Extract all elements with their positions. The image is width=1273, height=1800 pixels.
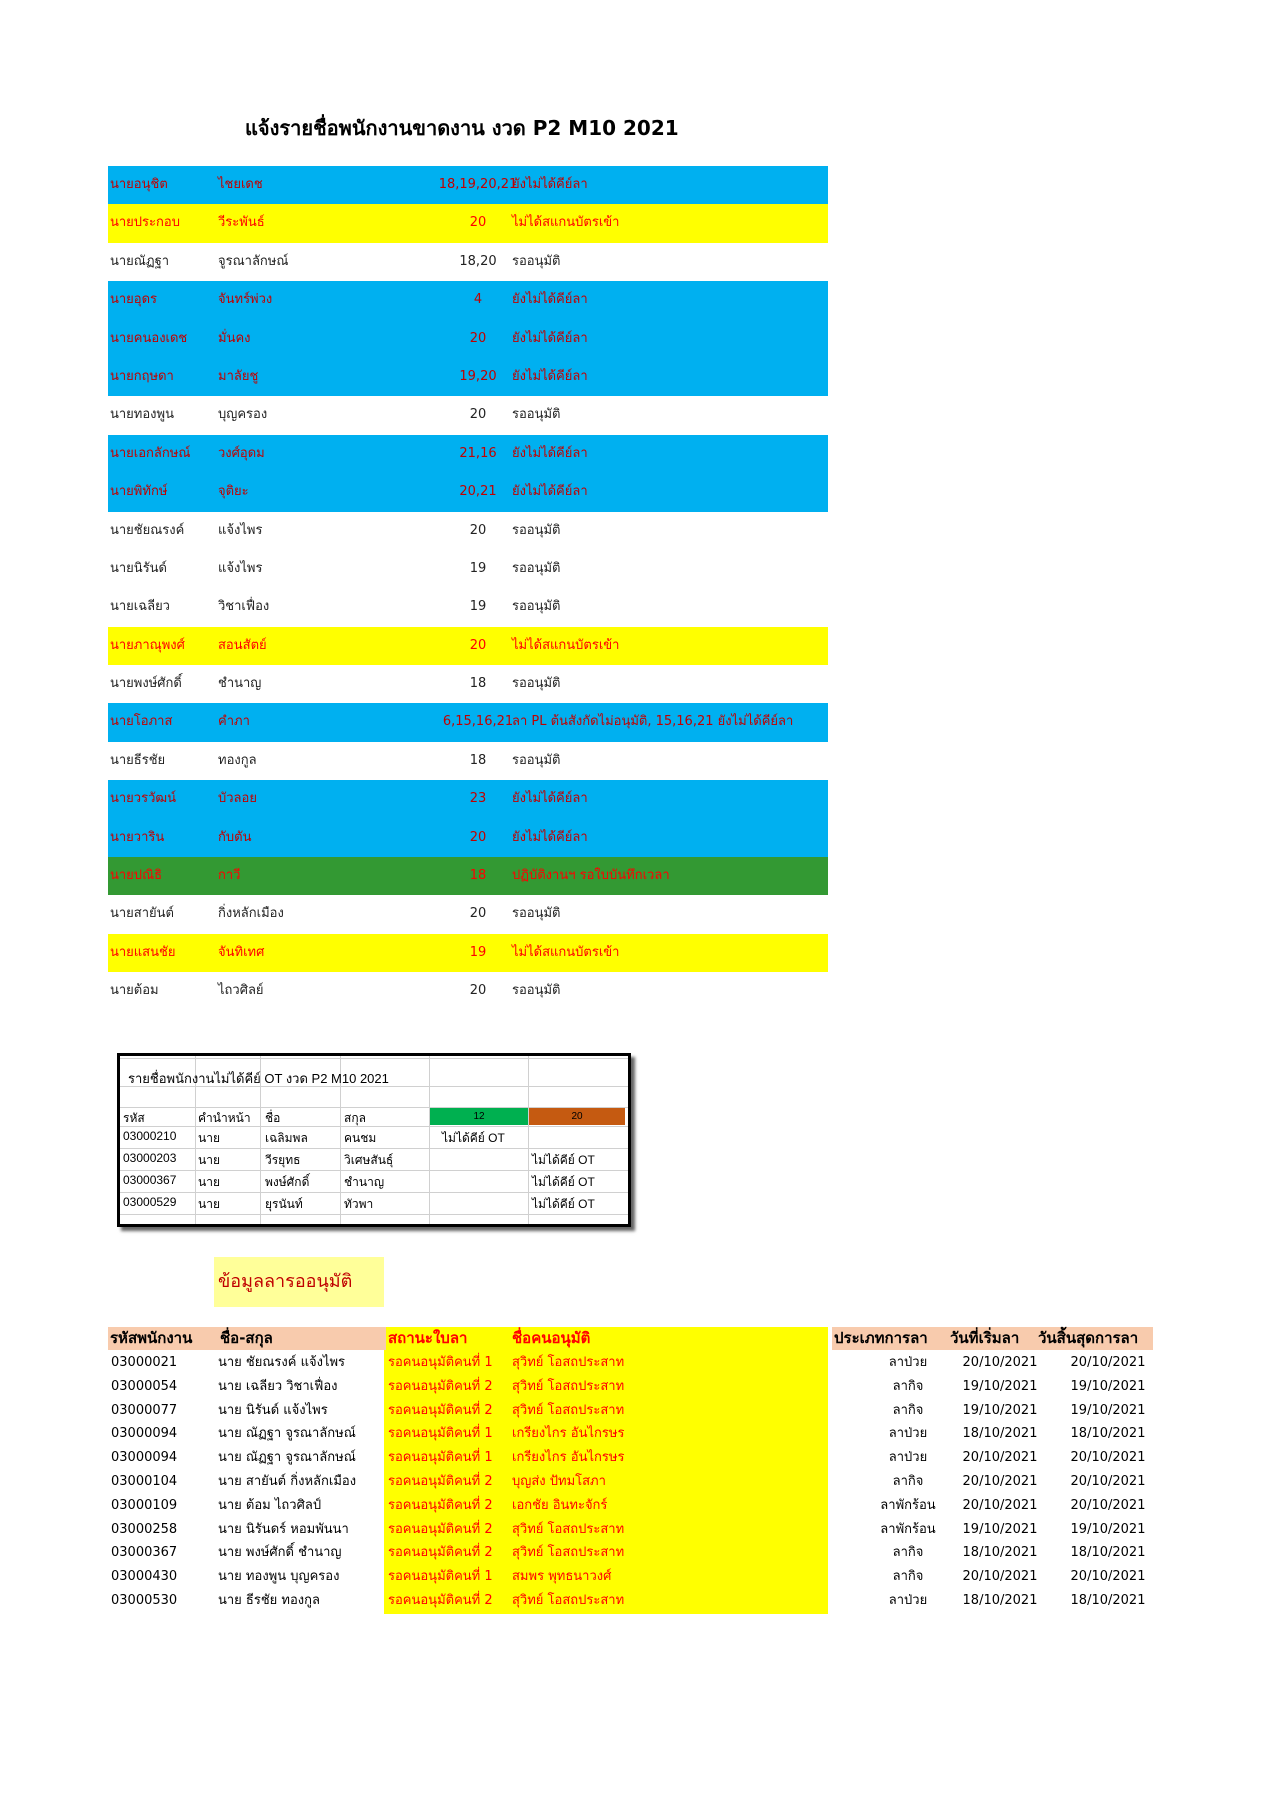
absence-row: [108, 819, 828, 857]
employee-prefix-name: นายปณิธิ: [110, 868, 163, 884]
employee-id: 03000021: [111, 1355, 178, 1370]
ot-cell-last: ชำนาญ: [344, 1175, 385, 1189]
employee-name: นาย ทองพูน บุญครอง: [218, 1569, 340, 1585]
employee-prefix-name: นายอุดร: [110, 292, 158, 308]
leave-type: ลากิจ: [892, 1402, 924, 1418]
employee-last-name: แจ้งไพร: [218, 522, 263, 538]
approval-row: [108, 1351, 1151, 1375]
employee-prefix-name: นายแสนชัย: [110, 944, 176, 960]
absence-row: [108, 435, 828, 473]
employee-last-name: วิชาเฟื่อง: [218, 599, 270, 615]
ot-cell-first: เฉลิมพล: [265, 1131, 308, 1145]
leave-start-date: 18/10/2021: [962, 1426, 1038, 1442]
absence-dates: 19: [469, 944, 487, 960]
ot-cell-c20: ไม่ได้คีย์ OT: [532, 1175, 595, 1189]
employee-prefix-name: นายโอภาส: [110, 714, 173, 730]
absence-row: [108, 166, 828, 204]
leave-type: ลาป่วย: [888, 1355, 928, 1370]
leave-status: รอคนอนุมัติคนที่ 2: [388, 1593, 493, 1608]
employee-last-name: วงศ์อุดม: [218, 445, 265, 461]
ot-header-12: 12: [430, 1108, 528, 1125]
employee-prefix-name: นายวาริน: [110, 829, 165, 845]
absence-dates: 18: [469, 868, 487, 884]
header-leave-type: ประเภทการลา: [832, 1327, 1153, 1350]
header-fullname: ชื่อ-สกุล: [220, 1329, 273, 1347]
absence-row: [108, 934, 828, 972]
absence-row: [108, 972, 828, 1010]
employee-last-name: มั่นคง: [218, 330, 251, 346]
ot-title: รายชื่อพนักงานไม่ได้คีย์ OT งวด P2 M10 2021: [128, 1071, 389, 1086]
absence-dates: 18: [469, 752, 487, 768]
absence-row: [108, 204, 828, 242]
ot-header-prefix: คำนำหน้า: [198, 1111, 251, 1125]
employee-prefix-name: นายคนองเดช: [110, 330, 188, 346]
header-employee-id: รหัสพนักงาน: [108, 1327, 386, 1350]
employee-id: 03000367: [111, 1545, 178, 1561]
ot-cell-id: 03000210: [123, 1129, 177, 1143]
absence-dates: 23: [469, 791, 487, 807]
leave-type: ลาป่วย: [888, 1450, 928, 1466]
employee-prefix-name: นายต้อม: [110, 983, 159, 999]
leave-end-date: 20/10/2021: [1070, 1355, 1146, 1370]
employee-name: นาย ต้อม ไถวศิลป์: [218, 1497, 322, 1513]
employee-prefix-name: นายอนุชิต: [110, 177, 168, 192]
employee-name: นาย นิรันดร์ หอมพันนา: [218, 1521, 349, 1537]
absence-row: [108, 665, 828, 703]
employee-last-name: จุติยะ: [218, 484, 249, 500]
employee-prefix-name: นายชัยณรงค์: [110, 522, 185, 538]
approver-name: สุวิทย์ โอสถประสาท: [512, 1545, 625, 1561]
ot-cell-prefix: นาย: [198, 1197, 220, 1211]
approver-name: สุวิทย์ โอสถประสาท: [512, 1355, 625, 1370]
approver-name: สุวิทย์ โอสถประสาท: [512, 1521, 625, 1537]
employee-last-name: จันทร์พ่วง: [218, 292, 273, 308]
leave-start-date: 20/10/2021: [962, 1569, 1038, 1585]
approver-name: บุญส่ง ปัทมโสภา: [512, 1474, 606, 1489]
absence-dates: 20: [469, 215, 487, 231]
employee-last-name: ไถวศิลย์: [218, 983, 264, 999]
employee-prefix-name: นายกฤษดา: [110, 368, 174, 384]
employee-id: 03000054: [111, 1378, 178, 1394]
leave-end-date: 20/10/2021: [1070, 1497, 1146, 1513]
absence-dates: 20: [469, 522, 487, 538]
absence-row: [108, 627, 828, 665]
employee-name: นาย ณัฏฐา จูรณาลักษณ์: [218, 1450, 356, 1466]
absence-status: ไม่ได้สแกนบัตรเข้า: [512, 215, 620, 231]
absence-status: รออนุมัติ: [512, 599, 561, 615]
ot-cell-last: คนชม: [344, 1131, 377, 1145]
employee-last-name: วีระพันธ์: [218, 215, 265, 231]
absence-status: ยังไม่ได้คีย์ลา: [512, 484, 588, 500]
leave-start-date: 20/10/2021: [962, 1474, 1038, 1489]
leave-end-date: 19/10/2021: [1070, 1521, 1146, 1537]
absence-dates: 20: [469, 983, 487, 999]
absence-dates: 18: [469, 676, 487, 692]
approval-row: [108, 1589, 1151, 1613]
leave-start-date: 19/10/2021: [962, 1521, 1038, 1537]
leave-type: ลากิจ: [892, 1569, 924, 1585]
absence-row: [108, 243, 828, 281]
employee-last-name: มาลัยชู: [218, 368, 259, 384]
employee-id: 03000258: [111, 1521, 178, 1537]
absence-status: รออนุมัติ: [512, 983, 561, 999]
absence-status: รออนุมัติ: [512, 752, 561, 768]
absence-dates: 20: [469, 637, 487, 653]
absence-status: ไม่ได้สแกนบัตรเข้า: [512, 944, 620, 960]
employee-prefix-name: นายสายันต์: [110, 906, 174, 922]
employee-prefix-name: นายนิรันด์: [110, 560, 168, 576]
approval-row: [108, 1446, 1151, 1470]
ot-cell-id: 03000529: [123, 1195, 177, 1209]
approver-name: สุวิทย์ โอสถประสาท: [512, 1593, 625, 1608]
leave-type: ลาป่วย: [888, 1593, 928, 1608]
ot-cell-prefix: นาย: [198, 1131, 220, 1145]
approver-name: สุวิทย์ โอสถประสาท: [512, 1378, 625, 1394]
ot-cell-c12: ไม่ได้คีย์ OT: [442, 1131, 505, 1145]
ot-cell-prefix: นาย: [198, 1153, 220, 1167]
ot-cell-first: ยุรนันท์: [265, 1197, 303, 1211]
leave-start-date: 18/10/2021: [962, 1545, 1038, 1561]
employee-id: 03000094: [111, 1426, 178, 1442]
approval-row: [108, 1518, 1151, 1542]
header-end-date: วันสิ้นสุดการลา: [1038, 1329, 1139, 1347]
employee-last-name: บุญครอง: [218, 407, 268, 423]
absence-row: [108, 358, 828, 396]
absence-row: [108, 742, 828, 780]
absence-status: ยังไม่ได้คีย์ลา: [512, 829, 588, 845]
leave-end-date: 18/10/2021: [1070, 1545, 1146, 1561]
employee-id: 03000104: [111, 1474, 178, 1489]
leave-start-date: 19/10/2021: [962, 1378, 1038, 1394]
absence-dates: 20: [469, 829, 487, 845]
absence-status: รออนุมัติ: [512, 253, 561, 269]
leave-type: ลากิจ: [892, 1545, 924, 1561]
absence-status: ยังไม่ได้คีย์ลา: [512, 368, 588, 384]
employee-last-name: สอนสัตย์: [218, 637, 267, 653]
leave-status: รอคนอนุมัติคนที่ 2: [388, 1521, 493, 1537]
employee-last-name: กิ่งหลักเมือง: [218, 906, 284, 922]
absence-dates: 20: [469, 330, 487, 346]
absence-status: รออนุมัติ: [512, 560, 561, 576]
absence-status: ยังไม่ได้คีย์ลา: [512, 791, 588, 807]
approval-row: [108, 1470, 1151, 1494]
absence-dates: 19,20: [459, 368, 497, 384]
approval-row: [108, 1494, 1151, 1518]
employee-name: นาย พงษ์ศักดิ์ ชำนาญ: [218, 1545, 342, 1561]
leave-type: ลากิจ: [892, 1474, 924, 1489]
employee-id: 03000077: [111, 1402, 178, 1418]
page-title: แจ้งรายชื่อพนักงานขาดงาน งวด P2 M10 2021: [245, 116, 679, 140]
absence-row: [108, 857, 828, 895]
header-leave-status: สถานะใบลา: [388, 1329, 468, 1347]
approval-section-label: ข้อมูลลารออนุมัติ: [214, 1257, 384, 1307]
absence-row: [108, 780, 828, 818]
absence-row: [108, 703, 828, 741]
absence-status: รออนุมัติ: [512, 906, 561, 922]
approval-row: [108, 1565, 1151, 1589]
absence-dates: 19: [469, 560, 487, 576]
employee-prefix-name: นายณัฏฐา: [110, 253, 170, 269]
ot-cell-id: 03000367: [123, 1173, 177, 1187]
approver-name: เกรียงไกร อันไกรษร: [512, 1450, 625, 1466]
employee-id: 03000109: [111, 1497, 178, 1513]
leave-end-date: 20/10/2021: [1070, 1569, 1146, 1585]
ot-cell-id: 03000203: [123, 1151, 177, 1165]
absence-status: รออนุมัติ: [512, 407, 561, 423]
absence-row: [108, 895, 828, 933]
approval-header-row: [108, 1327, 1151, 1350]
absence-dates: 19: [469, 599, 487, 615]
leave-status: รอคนอนุมัติคนที่ 2: [388, 1474, 493, 1489]
leave-type: ลาพักร้อน: [880, 1497, 936, 1513]
approver-name: เกรียงไกร อันไกรษร: [512, 1426, 625, 1442]
absence-status: รออนุมัติ: [512, 522, 561, 538]
ot-header-id: รหัส: [123, 1111, 145, 1125]
absence-status: ยังไม่ได้คีย์ลา: [512, 177, 588, 192]
leave-type: ลากิจ: [892, 1378, 924, 1394]
employee-name: นาย เฉลียว วิชาเฟื่อง: [218, 1378, 338, 1394]
absence-dates: 18,19,20,21: [438, 177, 518, 192]
employee-last-name: คำภา: [218, 714, 250, 730]
ot-cell-last: วิเศษสันธุ์: [344, 1153, 394, 1167]
employee-id: 03000430: [111, 1569, 178, 1585]
leave-status: รอคนอนุมัติคนที่ 1: [388, 1569, 493, 1585]
absence-status: ยังไม่ได้คีย์ลา: [512, 445, 588, 461]
approval-row: [108, 1422, 1151, 1446]
ot-header-last: สกุล: [344, 1111, 366, 1125]
leave-status: รอคนอนุมัติคนที่ 2: [388, 1545, 493, 1561]
employee-name: นาย นิรันด์ แจ้งไพร: [218, 1402, 328, 1418]
absence-status: ไม่ได้สแกนบัตรเข้า: [512, 637, 620, 653]
header-approver: ชื่อคนอนุมัติ: [512, 1329, 591, 1347]
absence-status: ยังไม่ได้คีย์ลา: [512, 292, 588, 308]
leave-type: ลาพักร้อน: [880, 1521, 936, 1537]
ot-cell-first: วีรยุทธ: [265, 1153, 301, 1167]
absence-status: ลา PL ต้นสังกัดไม่อนุมัติ, 15,16,21 ยังไม่ได้คีย์ลา: [512, 714, 794, 730]
ot-cell-c20: ไม่ได้คีย์ OT: [532, 1197, 595, 1211]
leave-start-date: 20/10/2021: [962, 1450, 1038, 1466]
employee-last-name: ชำนาญ: [218, 676, 262, 692]
absence-dates: 6,15,16,21: [442, 714, 514, 730]
employee-id: 03000530: [111, 1593, 178, 1608]
absence-row: [108, 473, 828, 511]
absence-dates: 4: [473, 292, 483, 308]
ot-cell-first: พงษ์ศักดิ์: [265, 1175, 310, 1189]
leave-start-date: 19/10/2021: [962, 1402, 1038, 1418]
leave-end-date: 18/10/2021: [1070, 1593, 1146, 1608]
absence-dates: 20: [469, 407, 487, 423]
leave-status: รอคนอนุมัติคนที่ 1: [388, 1450, 493, 1466]
absence-dates: 18,20: [459, 253, 497, 269]
employee-prefix-name: นายพิทักษ์: [110, 484, 168, 500]
employee-name: นาย ธีรชัย ทองกูล: [218, 1593, 320, 1608]
employee-last-name: จันทิเทศ: [218, 944, 265, 960]
ot-cell-c20: ไม่ได้คีย์ OT: [532, 1153, 595, 1167]
absence-row: [108, 550, 828, 588]
employee-id: 03000094: [111, 1450, 178, 1466]
leave-start-date: 18/10/2021: [962, 1593, 1038, 1608]
leave-end-date: 18/10/2021: [1070, 1426, 1146, 1442]
ot-header-first: ชื่อ: [265, 1111, 281, 1125]
approval-row: [108, 1399, 1151, 1423]
absence-table: [108, 166, 828, 1011]
leave-type: ลาป่วย: [888, 1426, 928, 1442]
employee-last-name: ไชยเดช: [218, 177, 263, 192]
absence-row: [108, 588, 828, 626]
employee-prefix-name: นายวรวัฒน์: [110, 791, 177, 807]
employee-prefix-name: นายเฉลียว: [110, 599, 170, 615]
absence-row: [108, 396, 828, 434]
approver-name: สมพร พุทธนาวงศ์: [512, 1569, 612, 1585]
absence-status: รออนุมัติ: [512, 676, 561, 692]
header-start-date: วันที่เริ่มลา: [950, 1329, 1020, 1347]
employee-prefix-name: นายพงษ์ศักดิ์: [110, 676, 182, 692]
leave-end-date: 19/10/2021: [1070, 1402, 1146, 1418]
employee-name: นาย สายันต์ กิ่งหลักเมือง: [218, 1474, 357, 1489]
leave-start-date: 20/10/2021: [962, 1497, 1038, 1513]
approver-name: สุวิทย์ โอสถประสาท: [512, 1402, 625, 1418]
employee-last-name: กับตัน: [218, 829, 252, 845]
leave-start-date: 20/10/2021: [962, 1355, 1038, 1370]
employee-prefix-name: นายธีรชัย: [110, 752, 166, 768]
employee-prefix-name: นายภาณุพงศ์: [110, 637, 185, 653]
absence-row: [108, 512, 828, 550]
leave-status: รอคนอนุมัติคนที่ 1: [388, 1426, 493, 1442]
approval-row: [108, 1541, 1151, 1565]
employee-name: นาย ณัฏฐา จูรณาลักษณ์: [218, 1426, 356, 1442]
absence-status: ยังไม่ได้คีย์ลา: [512, 330, 588, 346]
employee-last-name: บัวลอย: [218, 791, 257, 807]
ot-missing-table: [117, 1053, 631, 1227]
employee-last-name: ทองกูล: [218, 752, 257, 768]
employee-last-name: จูรณาลักษณ์: [218, 253, 289, 269]
approval-row: [108, 1375, 1151, 1399]
approver-name: เอกชัย อินทะจักร์: [512, 1497, 608, 1513]
ot-cell-prefix: นาย: [198, 1175, 220, 1189]
leave-status: รอคนอนุมัติคนที่ 2: [388, 1497, 493, 1513]
ot-cell-last: ทัวพา: [344, 1197, 374, 1211]
ot-header-20: 20: [529, 1108, 625, 1125]
employee-last-name: กาวี: [218, 868, 241, 884]
leave-end-date: 20/10/2021: [1070, 1450, 1146, 1466]
employee-prefix-name: นายทองพูน: [110, 407, 174, 423]
leave-status: รอคนอนุมัติคนที่ 2: [388, 1402, 493, 1418]
absence-status: ปฏิบัติงานฯ รอใบบันทึกเวลา: [512, 868, 670, 884]
absence-row: [108, 281, 828, 319]
leave-status: รอคนอนุมัติคนที่ 1: [388, 1355, 493, 1370]
leave-end-date: 19/10/2021: [1070, 1378, 1146, 1394]
employee-prefix-name: นายเอกลักษณ์: [110, 445, 191, 461]
employee-last-name: แจ้งไพร: [218, 560, 263, 576]
absence-dates: 20: [469, 906, 487, 922]
leave-status: รอคนอนุมัติคนที่ 2: [388, 1378, 493, 1394]
employee-prefix-name: นายประกอบ: [110, 215, 180, 231]
employee-name: นาย ชัยณรงค์ แจ้งไพร: [218, 1355, 346, 1370]
leave-end-date: 20/10/2021: [1070, 1474, 1146, 1489]
absence-dates: 20,21: [459, 484, 497, 500]
absence-dates: 21,16: [459, 445, 497, 461]
absence-row: [108, 320, 828, 358]
